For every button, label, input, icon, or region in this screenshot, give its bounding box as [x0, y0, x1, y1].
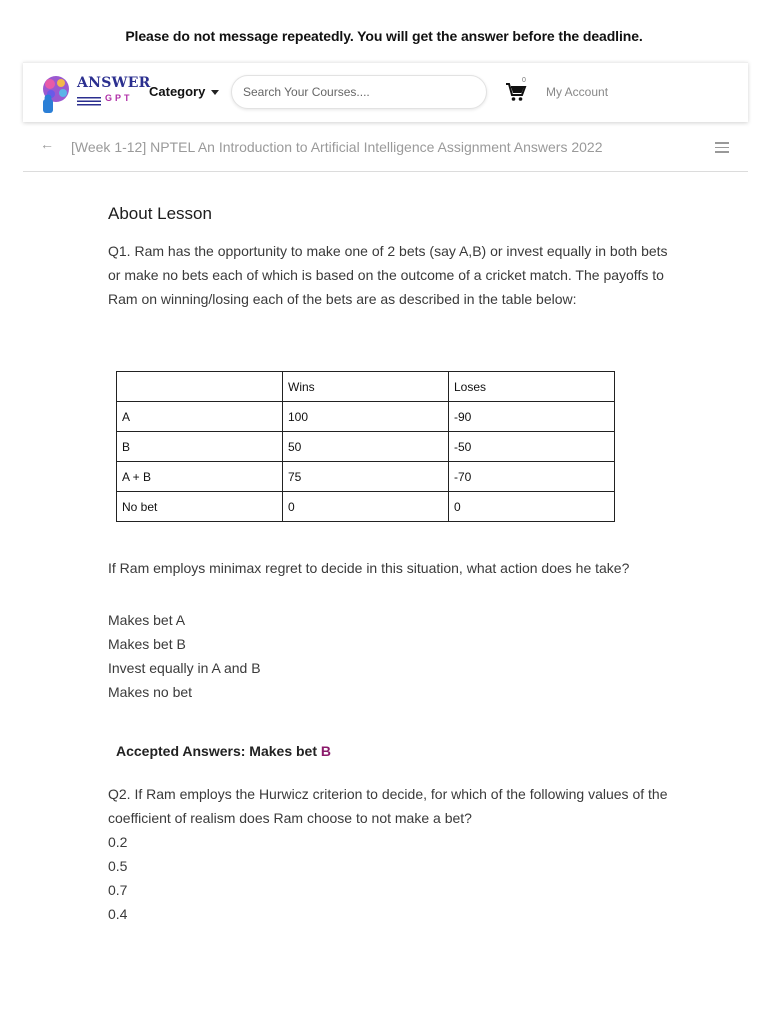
- table-header-row: [117, 372, 615, 402]
- cart-icon[interactable]: [505, 81, 527, 103]
- table-cell: -50: [449, 432, 615, 462]
- lesson-topbar: [23, 124, 748, 172]
- question-2: [108, 782, 668, 926]
- table-cell: 0: [283, 492, 449, 522]
- table-cell: 50: [283, 432, 449, 462]
- category-label: Category: [149, 84, 206, 99]
- table-cell: A + B: [117, 462, 283, 492]
- site-header: [23, 62, 748, 122]
- option-item: 0.5: [108, 858, 128, 874]
- table-cell: 75: [283, 462, 449, 492]
- question-1-prompt: If Ram employs minimax regret to decide in this situation, what action does he take?: [108, 560, 630, 576]
- table-row: [117, 492, 615, 522]
- table-cell: B: [117, 432, 283, 462]
- table-header-cell: Loses: [449, 372, 615, 402]
- answergpt-logo[interactable]: [37, 73, 151, 115]
- logo-wordmark: ANSWER: [77, 75, 151, 91]
- category-dropdown[interactable]: [149, 84, 219, 99]
- table-cell: -90: [449, 402, 615, 432]
- table-cell: 0: [449, 492, 615, 522]
- accepted-answer: [116, 743, 331, 759]
- lesson-content: [108, 200, 668, 311]
- about-lesson-heading: About Lesson: [108, 204, 212, 223]
- table-header-cell: [117, 372, 283, 402]
- option-item: Makes no bet: [108, 684, 193, 700]
- option-item: Makes bet A: [108, 612, 186, 628]
- table-cell: 100: [283, 402, 449, 432]
- back-arrow-icon[interactable]: ←: [40, 136, 54, 152]
- deadline-notice: Please do not message repeatedly. You will get the answer before the deadline.: [125, 28, 643, 44]
- option-item: 0.4: [108, 906, 128, 922]
- accepted-answer-label: Accepted Answers: Makes bet: [116, 743, 317, 759]
- question-2-text: Q2. If Ram employs the Hurwicz criterion to decide, for which of the following values of the coefficient of realism does Ram choose to not make a bet?: [108, 786, 668, 826]
- table-cell: -70: [449, 462, 615, 492]
- table-header-cell: Wins: [283, 372, 449, 402]
- option-item: 0.7: [108, 882, 128, 898]
- my-account-link[interactable]: My Account: [546, 85, 609, 99]
- table-cell: No bet: [117, 492, 283, 522]
- chevron-down-icon: [211, 90, 219, 95]
- option-item: 0.2: [108, 834, 128, 850]
- table-row: [117, 462, 615, 492]
- logo-subtext: GPT: [105, 93, 133, 103]
- cart-count-badge: 0: [522, 77, 526, 84]
- course-search-input[interactable]: [231, 75, 487, 109]
- table-row: [117, 402, 615, 432]
- hamburger-menu-icon[interactable]: [715, 142, 729, 153]
- table-cell: A: [117, 402, 283, 432]
- accepted-answer-value: B: [320, 743, 332, 759]
- brain-logo-icon: [37, 73, 75, 115]
- question-1-followup: [108, 556, 668, 704]
- payoff-table: [116, 371, 615, 522]
- option-item: Makes bet B: [108, 636, 186, 652]
- question-1-text: Q1. Ram has the opportunity to make one of 2 bets (say A,B) or invest equally in both bets or make no bets each of which is based on the outcome of a cricket match. The payoffs to Ram on winning/losing each of the bets are as described in the table below:: [108, 243, 668, 307]
- question-1-options: [108, 608, 668, 704]
- course-title: [Week 1-12] NPTEL An Introduction to Artificial Intelligence Assignment Answers 2022: [71, 139, 603, 155]
- option-item: Invest equally in A and B: [108, 660, 261, 676]
- table-row: [117, 432, 615, 462]
